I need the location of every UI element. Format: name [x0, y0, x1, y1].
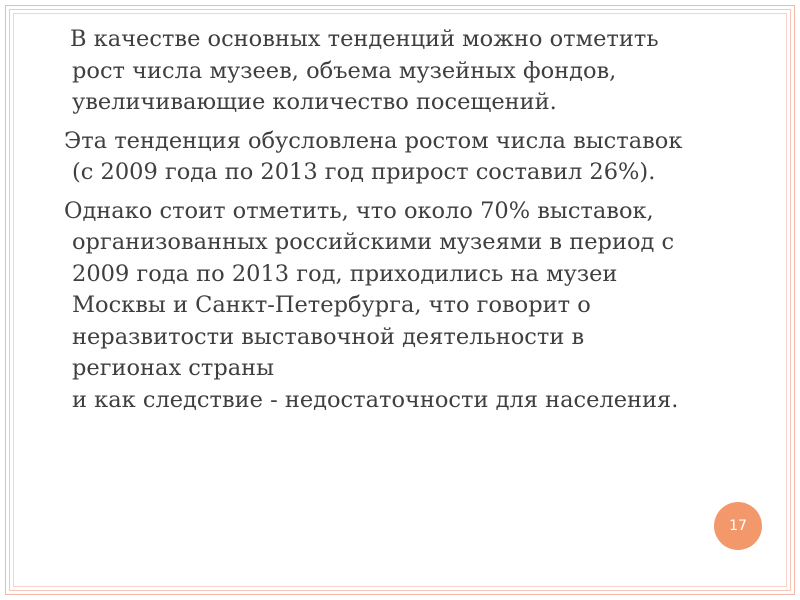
text-line: (с 2009 года по 2013 год прирост составил 26%). [72, 159, 656, 185]
text-line: неразвитости выставочной деятельности в [72, 323, 585, 350]
text-line: 2009 года по 2013 год, приходились на музеи [72, 260, 618, 287]
paragraph-museum-trends [64, 24, 764, 119]
text-line: регионах страны [72, 355, 275, 381]
text-line: увеличивающие количество посещений. [72, 89, 557, 115]
text-line: Однако стоит отметить, что около 70% выставок, [64, 197, 654, 224]
text-line: и как следствие - недостаточности для населения. [72, 386, 679, 413]
paragraph-regional-disparity [64, 196, 764, 417]
text-line: организованных российскими музеями в период с [72, 229, 675, 255]
paragraph-exhibition-growth [64, 126, 764, 189]
text-line: Москвы и Санкт-Петербурга, что говорит о [72, 292, 591, 318]
text-line: Эта тенденция обусловлена ростом числа выставок [64, 127, 683, 154]
page-number-badge: 17 [714, 502, 762, 550]
slide-body-text [64, 24, 764, 423]
text-line: В качестве основных тенденций можно отметить [70, 26, 659, 52]
text-line: рост числа музеев, объема музейных фондов, [72, 57, 617, 84]
